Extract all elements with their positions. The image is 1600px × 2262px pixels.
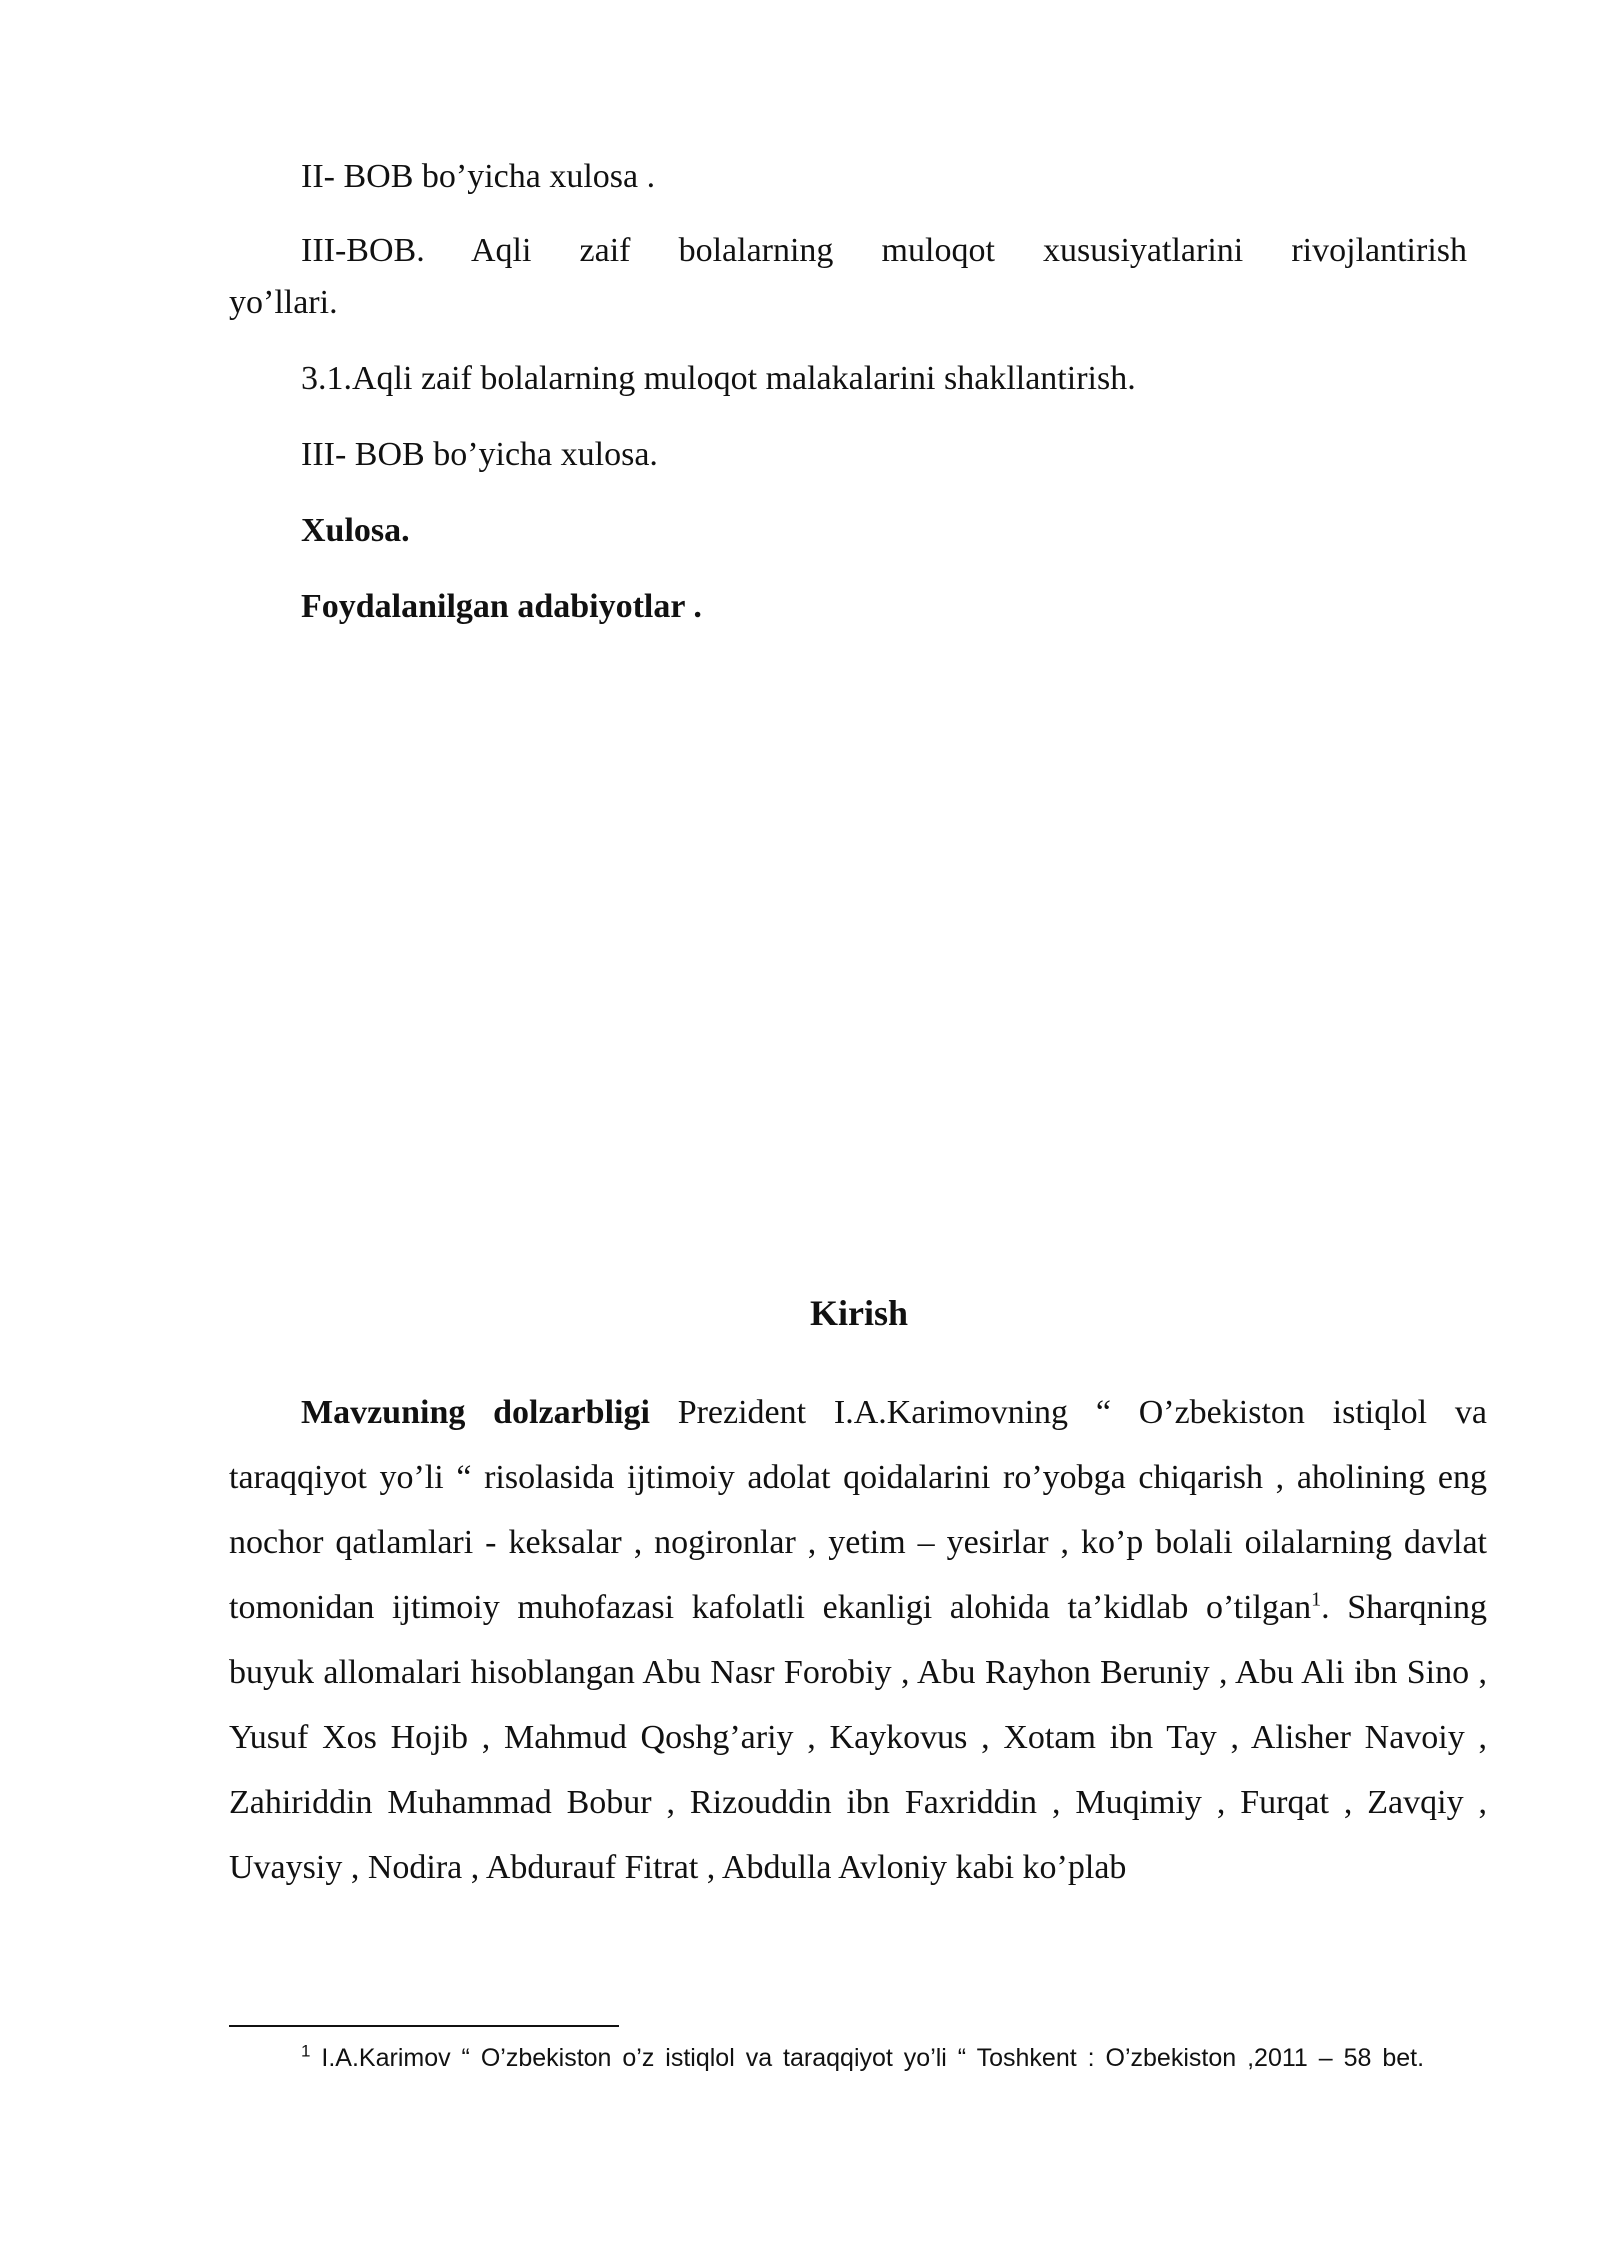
toc-entry-section-3-1: 3.1.Aqli zaif bolalarning muloqot malakalarini shakllantirish. bbox=[301, 360, 1136, 397]
footnote-text: I.A.Karimov “ O’zbekiston o’z istiqlol va taraqqiyot yo’li “ Toshkent : O’zbekiston ,2011 – 58 bet. bbox=[310, 2044, 1425, 2072]
toc-entry-references: Foydalanilgan adabiyotlar . bbox=[301, 588, 702, 625]
toc-entry-chapter3-conclusion: III- BOB bo’yicha xulosa. bbox=[301, 436, 658, 473]
toc-entry-chapter3: III-BOB. Aqli zaif bolalarning muloqot xususiyatlarini rivojlantirish yo’llari. bbox=[229, 232, 1467, 321]
footnote bbox=[229, 2040, 1487, 2076]
paragraph-text-part1: Prezident I.A.Karimovning “ O’zbekiston istiqlol va taraqqiyot yo’li “ risolasida ijtimoiy adolat qoidalarini ro’yobga chiqarish , aholining eng nochor qatlamlari - keksalar , nogironlar , yetim – yesirlar , ko’p bolali oilalarning davlat tomonidan ijtimoiy muhofazasi kafolatli ekanligi alohida ta’kidlab o’tilgan bbox=[229, 1394, 1488, 1626]
paragraph-text-part2: . Sharqning buyuk allomalari hisoblangan Abu Nasr Forobiy , Abu Rayhon Beruniy , Abu Ali ibn Sino , Yusuf Xos Hojib , Mahmud Qoshg’ariy , Kaykovus , Xotam ibn Tay , Alisher Navoiy , Zahiriddin Muhammad Bobur , Rizouddin ibn Faxriddin , Muqimiy , Furqat , Zavqiy , Uvaysiy , Nodira , Abdurauf Fitrat , Abdulla Avloniy kabi ko’plab bbox=[229, 1589, 1487, 1886]
intro-paragraph bbox=[229, 1380, 1487, 1900]
relevance-lead: Mavzuning dolzarbligi bbox=[301, 1394, 650, 1431]
toc-entry-conclusion: Xulosa. bbox=[301, 512, 410, 549]
footnote-separator bbox=[229, 2025, 619, 2027]
section-heading: Kirish bbox=[809, 1293, 908, 1333]
footnote-reference[interactable]: 1 bbox=[1311, 1588, 1322, 1611]
footnote-number: 1 bbox=[301, 2041, 311, 2061]
toc-entry-chapter2-conclusion: II- BOB bo’yicha xulosa . bbox=[301, 158, 656, 195]
